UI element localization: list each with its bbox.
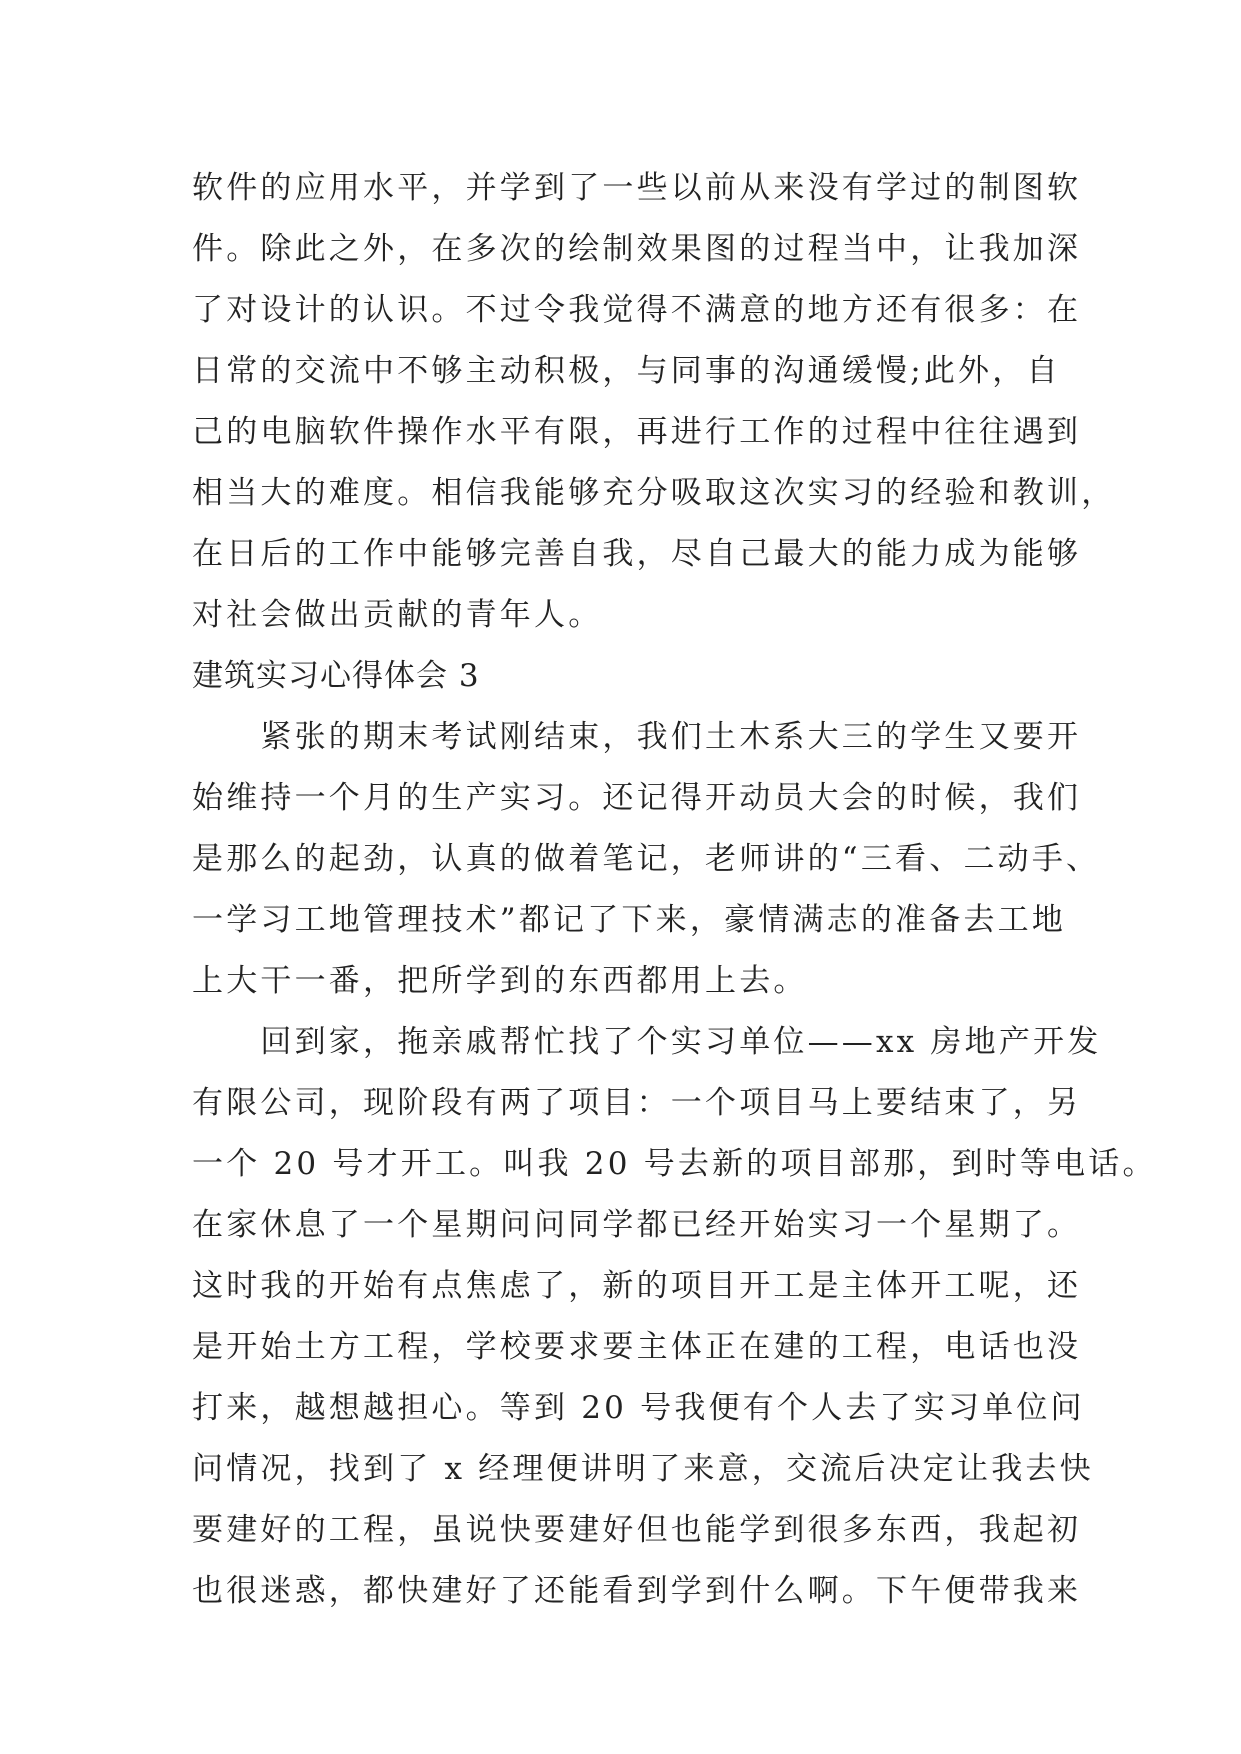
text-line: 件。除此之外，在多次的绘制效果图的过程当中，让我加深 [192,231,1082,267]
text-line: 一个 20 号才开工。叫我 20 号去新的项目部那，到时等电话。 [192,1146,1157,1182]
document-body [192,158,1157,1622]
text-line: 在家休息了一个星期问问同学都已经开始实习一个星期了。 [192,1207,1082,1243]
text-line: 问情况，找到了 x 经理便讲明了来意，交流后决定让我去快 [192,1451,1094,1487]
text-line: 有限公司，现阶段有两了项目：一个项目马上要结束了，另 [192,1085,1082,1121]
text-line: 是开始土方工程，学校要求要主体正在建的工程，电话也没 [192,1329,1082,1365]
text-line: 是那么的起劲，认真的做着笔记，老师讲的“三看、二动手、 [192,841,1101,877]
text-line: 软件的应用水平，并学到了一些以前从来没有学过的制图软 [192,170,1082,206]
text-line: 了对设计的认识。不过令我觉得不满意的地方还有很多：在 [192,292,1082,328]
text-line: 上大干一番，把所学到的东西都用上去。 [192,963,808,999]
text-line: 一学习工地管理技术”都记了下来，豪情满志的准备去工地 [192,902,1067,938]
text-line: 相当大的难度。相信我能够充分吸取这次实习的经验和教训， [192,475,1116,511]
text-line: 要建好的工程，虽说快要建好但也能学到很多东西，我起初 [192,1512,1082,1548]
text-line: 日常的交流中不够主动积极，与同事的沟通缓慢;此外，自 [192,353,1061,389]
text-line: 在日后的工作中能够完善自我，尽自己最大的能力成为能够 [192,536,1082,572]
text-line: 这时我的开始有点焦虑了，新的项目开工是主体开工呢，还 [192,1268,1082,1304]
text-line: 己的电脑软件操作水平有限，再进行工作的过程中往往遇到 [192,414,1082,450]
section-heading: 建筑实习心得体会 3 [192,658,480,694]
text-line: 回到家，拖亲戚帮忙找了个实习单位——xx 房地产开发 [192,1024,1102,1060]
text-line: 打来，越想越担心。等到 20 号我便有个人去了实习单位问 [192,1390,1085,1426]
text-line: 紧张的期末考试刚结束，我们土木系大三的学生又要开 [192,719,1082,755]
text-line: 对社会做出贡献的青年人。 [192,597,603,633]
text-line: 始维持一个月的生产实习。还记得开动员大会的时候，我们 [192,780,1082,816]
text-line: 也很迷惑，都快建好了还能看到学到什么啊。下午便带我来 [192,1573,1082,1609]
